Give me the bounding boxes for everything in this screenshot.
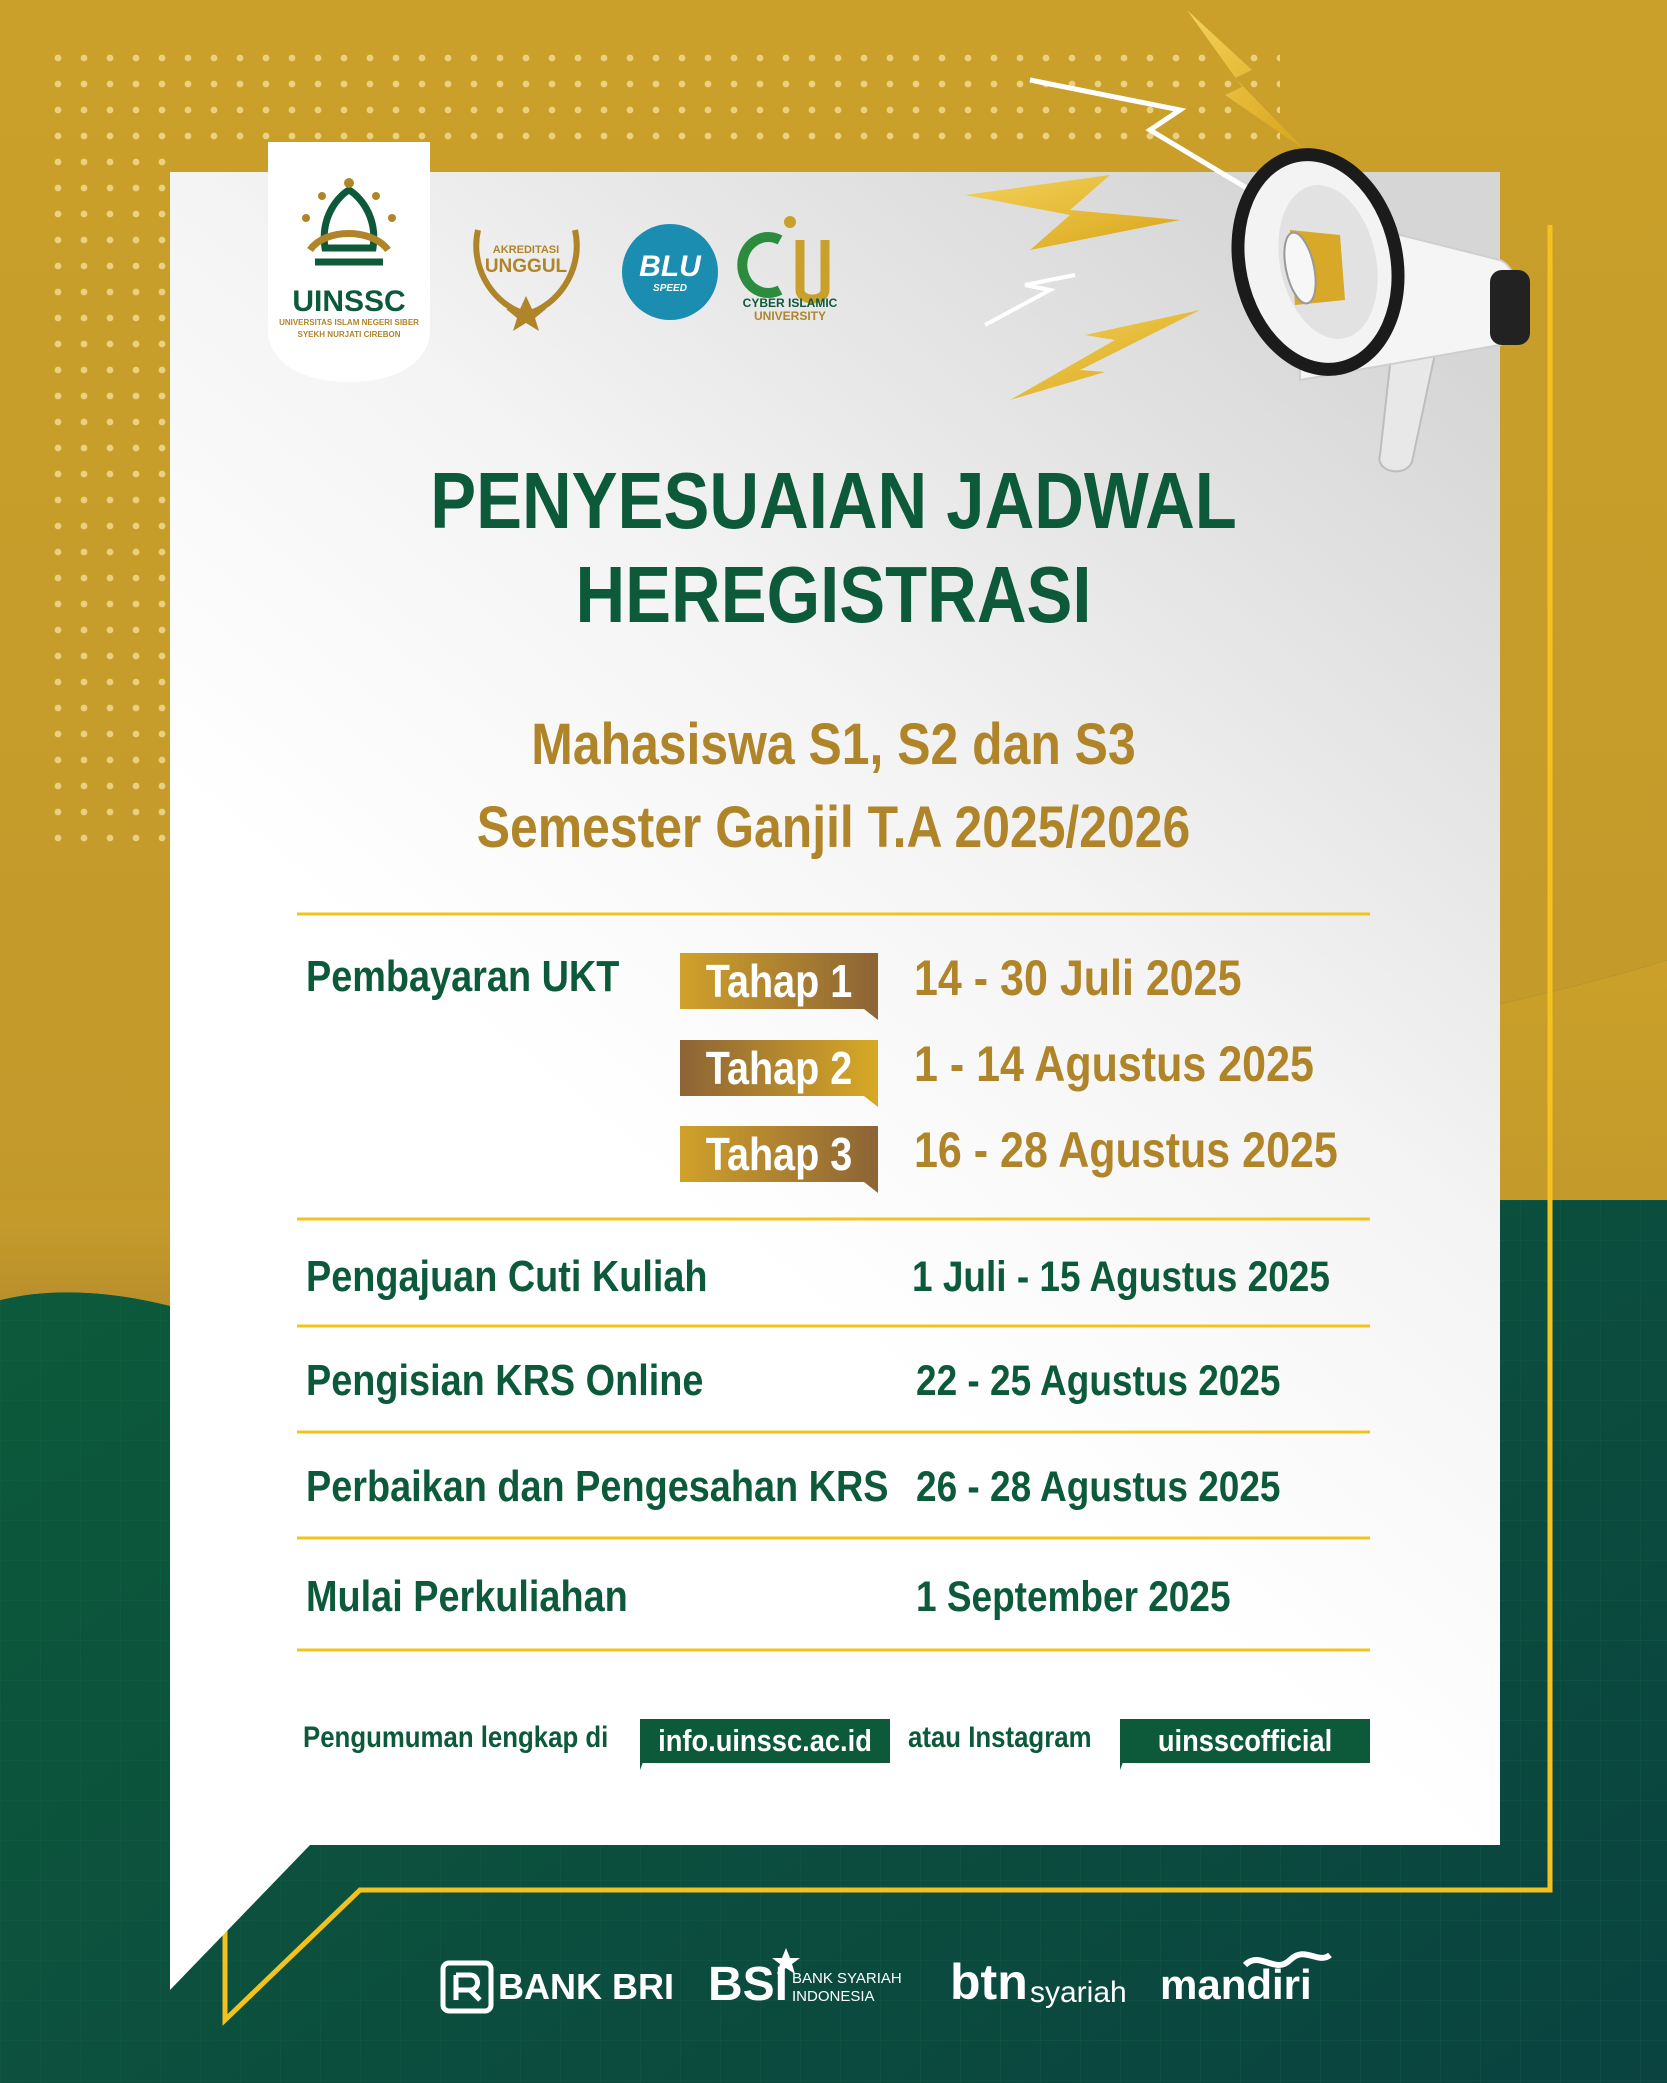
tahap-2-badge [680, 1040, 878, 1096]
schedule-row-1-label: Pengajuan Cuti Kuliah [306, 1252, 708, 1301]
uinssc-logo-full-1: UNIVERSITAS ISLAM NEGERI SIBER [279, 318, 419, 327]
tahap-2-label: Tahap 2 [705, 1042, 853, 1094]
tahap-1-label: Tahap 1 [705, 955, 853, 1007]
bank-btn: btn [950, 1954, 1028, 2010]
bank-bri: BANK BRI [498, 1966, 674, 2007]
uinssc-logo-name: UINSSC [292, 285, 406, 318]
bank-bsi-sub-1: BANK SYARIAH [792, 1970, 902, 1987]
akreditasi-small: AKREDITASI [492, 244, 560, 256]
tahap-1-date: 14 - 30 Juli 2025 [914, 950, 1242, 1006]
akreditasi-big: UNGGUL [484, 256, 568, 277]
page-title-line-2: HEREGISTRASI [575, 550, 1092, 639]
subtitle-line-2: Semester Ganjil T.A 2025/2026 [476, 795, 1191, 860]
subtitle-line-1: Mahasiswa S1, S2 dan S3 [531, 712, 1136, 777]
blu-logo: BLU [639, 250, 701, 283]
ciu-logo-text [740, 230, 850, 231]
schedule-row-3-label: Perbaikan dan Pengesahan KRS [306, 1462, 889, 1511]
page-title-line-1: PENYESUAIAN JADWAL [430, 456, 1237, 545]
ciu-line-2: UNIVERSITY [753, 309, 826, 323]
tahap-3-date: 16 - 28 Agustus 2025 [914, 1122, 1338, 1178]
ukt-label: Pembayaran UKT [306, 952, 620, 1001]
schedule-row-1-date: 1 Juli - 15 Agustus 2025 [912, 1253, 1330, 1301]
schedule-row-3-date: 26 - 28 Agustus 2025 [916, 1463, 1281, 1511]
bank-bsi: BSI [708, 1958, 789, 2011]
footer-prefix: Pengumuman lengkap di [303, 1721, 609, 1754]
uinssc-logo-full-2: SYEKH NURJATI CIREBON [297, 330, 401, 339]
instagram-link-text: uinsscofficial [1157, 1723, 1333, 1758]
tahap-2-date: 1 - 14 Agustus 2025 [914, 1036, 1314, 1092]
footer-middle: atau Instagram [908, 1721, 1092, 1754]
ciu-line-1: CYBER ISLAMIC [742, 296, 838, 310]
tahap-3-label: Tahap 3 [705, 1128, 853, 1180]
schedule-row-2-date: 22 - 25 Agustus 2025 [916, 1357, 1281, 1405]
website-link[interactable] [640, 1719, 890, 1763]
bank-bsi-sub-2: INDONESIA [792, 1988, 875, 2005]
schedule-row-4-label: Mulai Perkuliahan [306, 1572, 628, 1621]
website-link-text: info.uinssc.ac.id [658, 1723, 872, 1758]
schedule-row-4-date: 1 September 2025 [916, 1573, 1231, 1621]
schedule-row-2-label: Pengisian KRS Online [306, 1356, 704, 1405]
bank-btn-sub: syariah [1030, 1976, 1127, 2009]
tahap-3-badge [680, 1126, 878, 1182]
tahap-1-badge [680, 953, 878, 1009]
bank-mandiri: mandiri [1160, 1961, 1312, 2008]
blu-speed: SPEED [653, 283, 687, 294]
instagram-link[interactable] [1120, 1719, 1370, 1763]
